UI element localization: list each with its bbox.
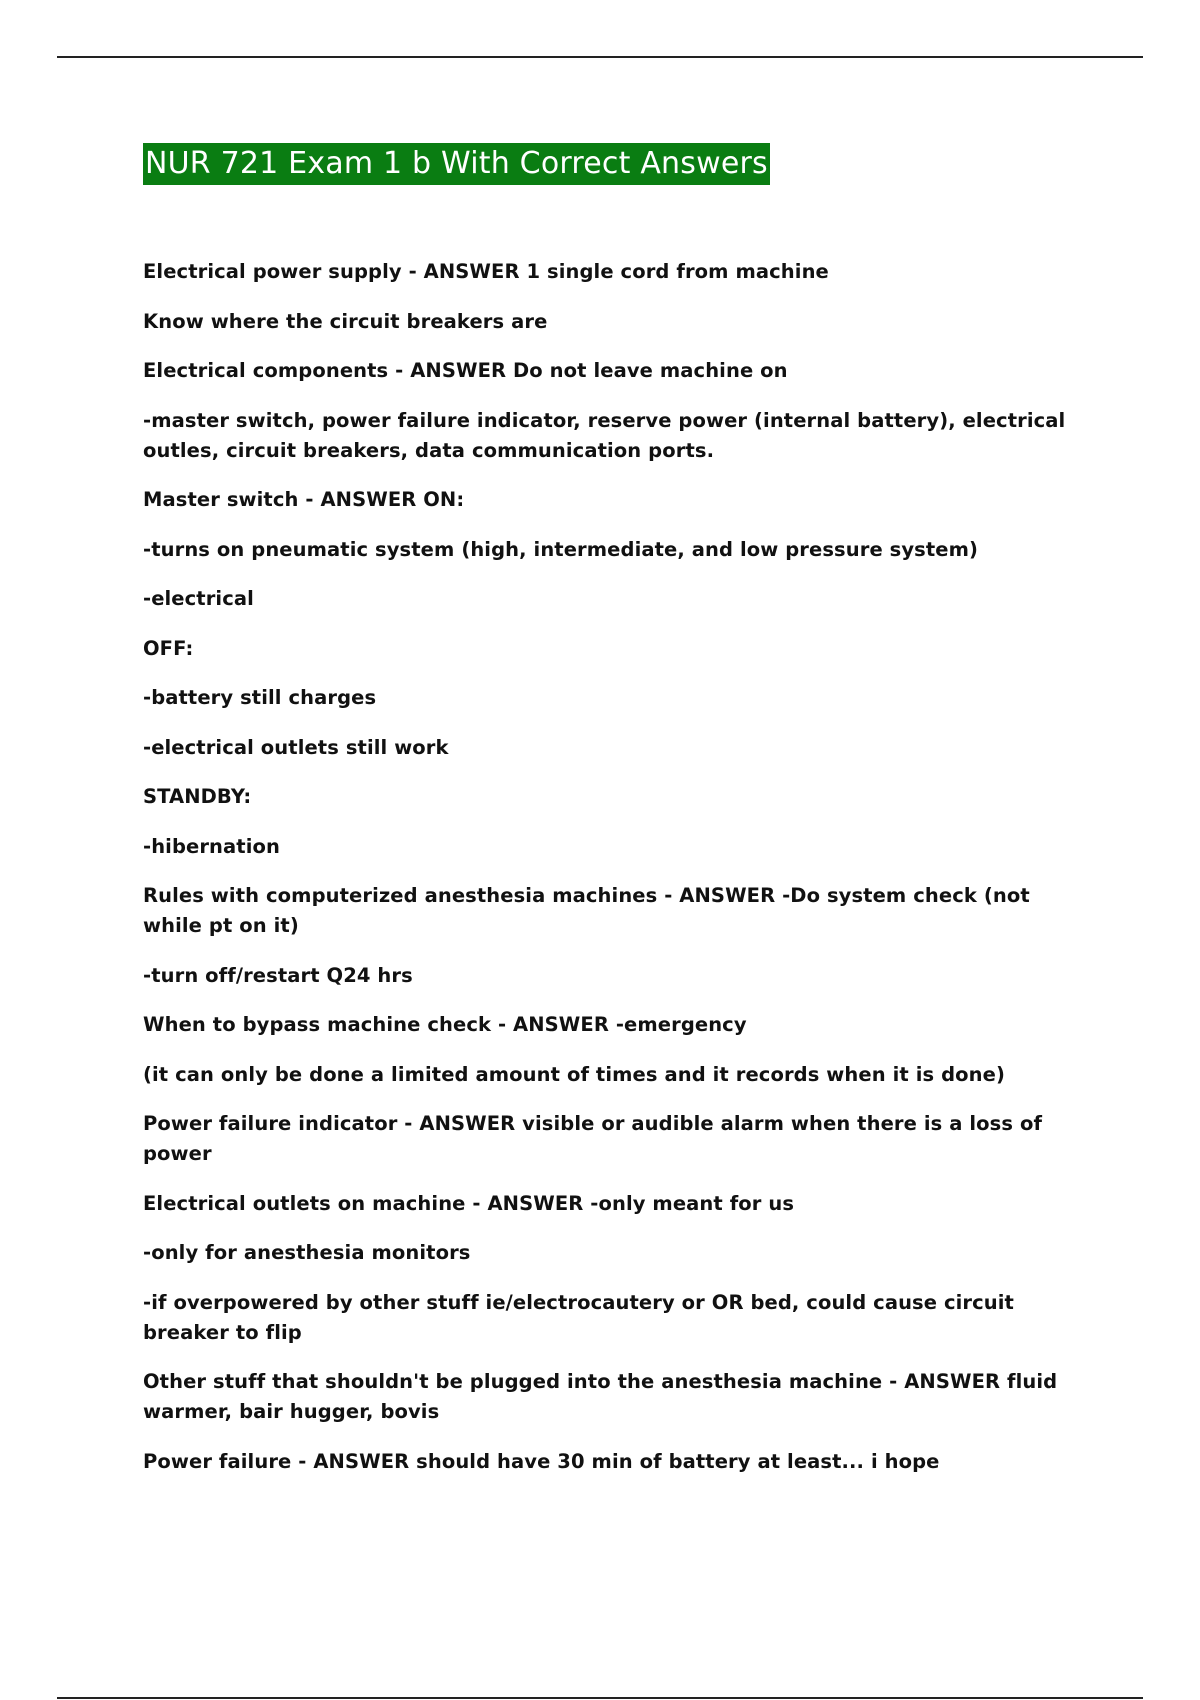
footer-rule	[57, 1697, 1143, 1699]
text-line: STANDBY:	[143, 785, 252, 808]
text-line: -hibernation	[143, 834, 280, 858]
text-line: Other stuff that shouldn't be plugged into the anesthesia machine - ANSWER fluid warmer, bair hugger, bovis	[143, 1370, 1058, 1423]
text-line: Electrical outlets on machine - ANSWER -only meant for us	[143, 1191, 795, 1215]
text-line: -electrical outlets still work	[143, 735, 449, 759]
text-line: -master switch, power failure indicator, reserve power (internal battery), electrical outles, circuit breakers, data communication ports.	[143, 408, 1066, 462]
text-line: -turn off/restart Q24 hrs	[143, 963, 413, 987]
text-line: Know where the circuit breakers are	[143, 309, 548, 333]
header-rule	[57, 56, 1143, 58]
text-line: When to bypass machine check - ANSWER -emergency	[143, 1013, 747, 1036]
document-body	[143, 257, 1083, 1496]
text-line: -turns on pneumatic system (high, intermediate, and low pressure system)	[143, 537, 979, 561]
document-title: NUR 721 Exam 1 b With Correct Answers	[143, 143, 770, 185]
text-line: -if overpowered by other stuff ie/electrocautery or OR bed, could cause circuit breaker to flip	[143, 1290, 1014, 1344]
text-line: -battery still charges	[143, 686, 377, 709]
text-line: Power failure indicator - ANSWER visible or audible alarm when there is a loss of power	[143, 1112, 1043, 1165]
text-line: Electrical components - ANSWER Do not leave machine on	[143, 359, 788, 382]
text-line: -electrical	[143, 587, 254, 610]
text-line: -only for anesthesia monitors	[143, 1241, 471, 1264]
text-line: (it can only be done a limited amount of times and it records when it is done)	[143, 1062, 1005, 1086]
text-line: Electrical power supply - ANSWER 1 single cord from machine	[143, 260, 829, 283]
text-line: Power failure - ANSWER should have 30 min of battery at least... i hope	[143, 1449, 940, 1473]
text-line: Rules with computerized anesthesia machines - ANSWER -Do system check (not while pt on it)	[143, 884, 1030, 937]
text-line: OFF:	[143, 636, 194, 660]
text-line: Master switch - ANSWER ON:	[143, 488, 465, 511]
